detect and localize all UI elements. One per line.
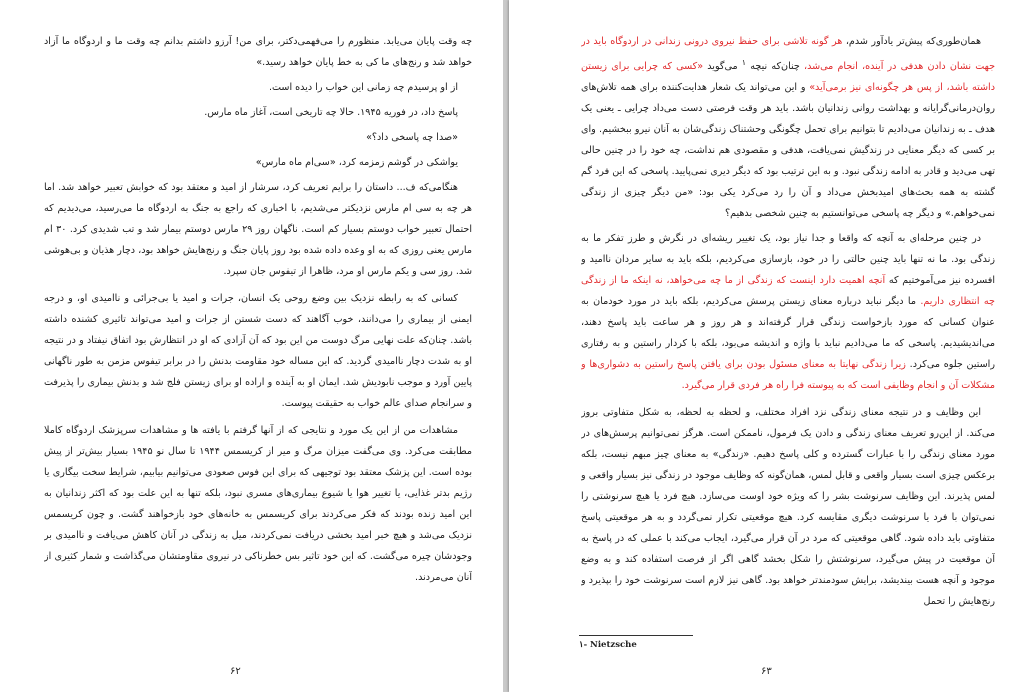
text-run: در چنین مرحله‌ای به آنچه که واقعا و جدا نیاز بود، یک تغییر ریشه‌ای در نگرش و طرز تفکر ما به زندگی بود. ما نه تنها باید چنین حالتی را در خود، بازسازی می‌کردیم، بلکه باید به سایر مردان ناامید و افسرده نیز می‌آموختیم که: [581, 233, 995, 287]
paragraph: «صدا چه پاسخی داد؟»: [366, 132, 458, 143]
right-page-text: [581, 31, 995, 619]
text-run: می‌گوید: [703, 61, 742, 73]
paragraph: از او پرسیدم چه زمانی این خواب را دیده است.: [268, 82, 458, 93]
highlighted-text: «کسی که چرایی برای زیستن داشته باشد، از پس هر چگونه‌ای نیز برمی‌آید»: [581, 61, 995, 94]
text-run: ما دیگر نباید درباره معنای زیستن پرسش می‌کردیم، بلکه باید در مورد خودمان به عنوان کسانی که مورد بازخواست زندگی قرار گرفته‌اند و هر روز و هر ساعت باید پاسخ دهند، می‌اندیشیدیم. پاسخی که ما می‌دادیم نباید با واژه و اندیشه می‌بود، بلکه با کردار راستین و به رفتاری راستین جلوه می‌کرد.: [581, 296, 995, 371]
page-number: ۶۲: [230, 666, 241, 677]
right-page: [509, 0, 1024, 692]
paragraph: [581, 228, 995, 396]
footnote-marker: ۱: [741, 58, 747, 67]
text-run: چنان‌که نیچه: [746, 61, 804, 73]
text-run: و این می‌تواند یک شعار هدایت‌کننده برای همه تلاش‌های روان‌درمانی‌گرایانه و بهداشت روانی زندانیان باشد. باید هر وقت فرصتی دست می‌داد چرایی ـ یعنی یک هدف ـ به زندانیان می‌دادیم تا بتوانیم برای تحمل چگونگی وحشتناک زندگی‌شان به آنان نیرو ببخشیم. وای بر کسی که دیگر معنایی در زندگیش نمی‌یافت، هدفی و مقصودی هم نداشت، چه خود را در چنین حالی تهی می‌دید و قادر به ادامه زندگی نبود. و به این ترتیب بود که دیگر دیری نمی‌پایید. پاسخی که این فرد گم گشته به همه بحث‌های امیدبخش می‌داد و آن را رد می‌کرد یکی بود: «من دیگر چیزی از زندگی نمی‌خواهم.» و دیگر چه پاسخی می‌توانستیم به چنین شخصی بدهیم؟: [581, 82, 995, 220]
paragraph: پاسخ داد، در فوریه ۱۹۴۵. حالا چه تاریخی است، آغاز ماه مارس.: [204, 107, 458, 118]
left-page-text: [44, 31, 472, 643]
paragraph: کسانی که به رابطه نزدیک بین وضع روحی یک انسان، جرات و امید یا بی‌جرائی و ناامیدی او، و درجه ایمنی از بیماری را می‌دانند، خوب آگاهند که دست شستن از جرات و امید می‌تواند تاثیری کشنده داشته باشد. چنان‌که علت نهایی مرگ دوست من این بود که آن آزادی که او در انتظارش بود اتفاق نیفتاد و در نتیجه او به شدت دچار ناامیدی گردید. که این مساله خود مقاومت بدنش را در برابر تیفوس مزمن به طور ناگهانی پایین آورد و موجب نابودیش شد. ایمان او به آینده و اراده او برای زیستن فلج شد و بدنش بیماری را پذیرفت و سرانجام صدای عالم خواب به حقیقت پیوست.: [44, 293, 472, 409]
paragraph: [581, 31, 995, 224]
text-run: همان‌طوری‌که پیش‌تر یادآور شدم،: [842, 36, 981, 47]
highlighted-text: زیرا زندگی نهایتا به معنای مسئول بودن برای یافتن پاسخ راستین به دشواری‌ها و مشکلات آن و انجام وظایفی است که به پیوسته فرا راه هر فردی قرار می‌گیرد.: [581, 359, 995, 392]
paragraph: این وظایف و در نتیجه معنای زندگی نزد افراد مختلف، و لحظه به لحظه، به شکل متفاوتی بروز می‌کند. از این‌رو تعریف معنای زندگی و دادن یک فرمول، ناممکن است. هرگز نمی‌توانیم پرسش‌های در مورد معنای زندگی را با عبارات گسترده و کلی پاسخ دهیم. «زندگی» به معنای چیز مبهم نیست، بلکه برعکس چیزی است بسیار واقعی و قابل لمس، همان‌گونه که وظایف موجود در زندگی نیز بسیار واقعی و لمس پذیرند. این وظایف سرنوشت بشر را که ویژه خود اوست می‌سازد. هیچ فرد یا هیچ سرنوشتی را نمی‌توان با فرد یا سرنوشت دیگری مقایسه کرد. هیچ موقعیتی تکرار نمی‌گردد و به هر موقعیتی پاسخ متفاوتی باید داده شود. گاهی موقعیتی که مرد در آن قرار می‌گیرد، ایجاب می‌کند با عملی که در پاسخ به آن موقعیت در پیش می‌گیرد، سرنوشتش را شکل بخشد گاهی اگر از فرصت استفاده کند و به وضع موجود و آنچه هست بیندیشد، برایش سودمندتر خواهد بود. گاهی نیز لازم است سرنوشت خود را بپذیرد و رنج‌هایش را تحمل: [581, 407, 995, 608]
paragraph: هنگامی‌که ف... داستان را برایم تعریف کرد، سرشار از امید و معتقد بود که خوابش تعبیر خواهد شد. اما هر چه به سی ام مارس نزدیکتر می‌شدیم، با اخباری که راجع به جنگ به اردوگاه ما می‌رسید، می‌دیدیم که احتمال تعبیر خواب دوستم بسیار کم است. ناگهان روز ۲۹ مارس دوستم بیمار شد و تب شدیدی کرد. ۳۰ ام مارس یعنی روزی که به او وعده داده شده بود روز پایان جنگ و رنج‌هایش خواهد بود، دچار هذیان و بی‌هوشی شد. روز سی و یکم مارس او مرد، ظاهرا از تیفوس جان سپرد.: [44, 182, 472, 277]
page-number: ۶۳: [761, 666, 772, 677]
left-page: [0, 0, 503, 692]
footnote: ۱- Nietzsche: [579, 640, 637, 650]
highlighted-text: آنچه اهمیت دارد اینست که زندگی از ما چه می‌خواهد، نه اینکه ما از زندگی چه انتظاری داریم.: [581, 275, 995, 308]
paragraph: چه وقت پایان می‌یابد. منظورم را می‌فهمی‌دکتر، برای من! آرزو داشتم بدانم چه وقت ما و اردوگاه ما آزاد خواهد شد و رنج‌های ما کی به خط پایان خواهد رسید.»: [44, 36, 472, 68]
footnote-rule: [579, 635, 693, 636]
highlighted-text: هر گونه تلاشی برای حفظ نیروی درونی زندانی در اردوگاه باید در جهت نشان دادن هدفی در آینده، انجام می‌شد،: [581, 36, 995, 73]
paragraph: یواشکی در گوشم زمزمه کرد، «سی‌ام ماه مارس»: [255, 157, 458, 168]
paragraph: مشاهدات من از این یک مورد و نتایجی که از آنها گرفتم با یافته ها و مشاهدات سرپزشک اردوگاه کاملا مطابقت می‌کرد. وی می‌گفت میزان مرگ و میر از کریسمس ۱۹۴۴ تا سال نو ۱۹۴۵ بسیار بیش‌تر از پیش بوده است. این پزشک معتقد بود توجیهی که برای این فوس صعودی می‌توانیم بیابیم، شرایط سخت بیگاری یا رژیم بدتر غذایی، یا تغییر هوا یا شیوع بیماری‌های مسری نبود، بلکه تنها به این علت بود که اکثر زندانیان به این امید زنده بودند که فکر می‌کردند برای کریسمس به خانه‌های خود بازخواهند گشت. و چون کریسمس نزدیک می‌شد و هیچ خبر امید بخشی دریافت نمی‌کردند، میل به زندگی در آنان کاهش می‌یافت و ناامیدی بر وجودشان چیره می‌گشت. که این خود تاثیر بس خطرناکی در نیروی مقاومتشان می‌گذاشت و شمار کثیری از آنان می‌مردند.: [44, 425, 472, 583]
